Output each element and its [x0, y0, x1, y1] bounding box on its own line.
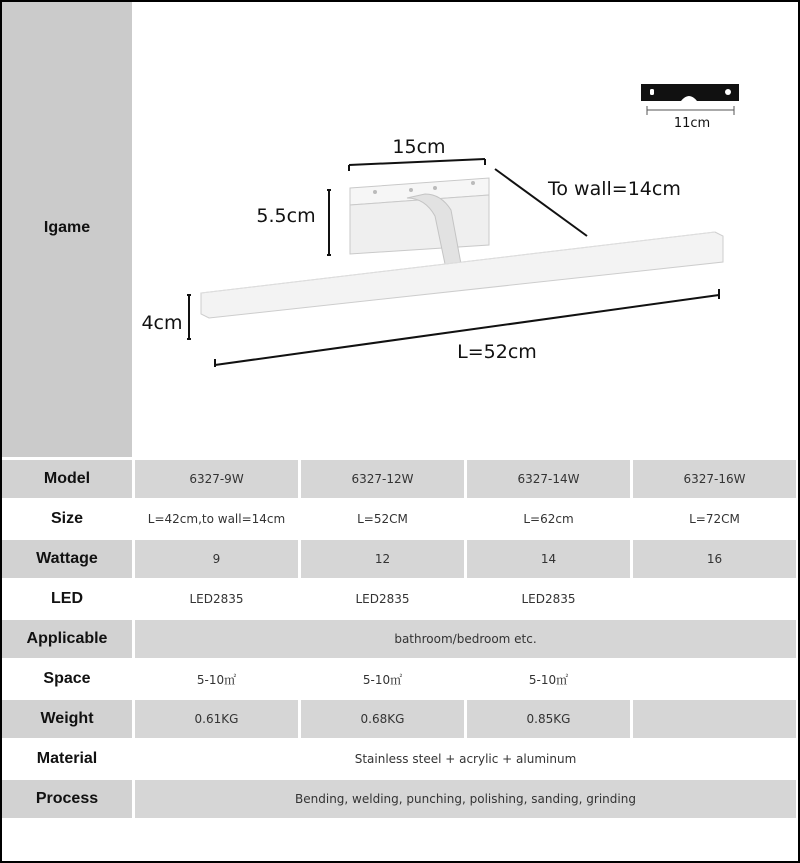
table-cell: 9	[135, 540, 298, 578]
row-label: Model	[2, 460, 132, 498]
table-row-model	[0, 460, 800, 498]
table-cell: L=52CM	[301, 500, 464, 538]
bar-height-label: 4cm	[141, 312, 183, 334]
table-cell-merged: bathroom/bedroom etc.	[135, 620, 796, 658]
table-cell-empty	[135, 820, 796, 861]
lamp-dimension-drawing	[135, 2, 798, 457]
table-cell: 12	[301, 540, 464, 578]
table-cell	[633, 580, 796, 618]
table-row-weight	[0, 700, 800, 738]
table-row-applicable	[0, 620, 800, 658]
table-row-wattage	[0, 540, 800, 578]
table-cell: 6327-14W	[467, 460, 630, 498]
row-label: Wattage	[2, 540, 132, 578]
row-label: Size	[2, 500, 132, 538]
table-cell	[633, 660, 796, 698]
table-cell: 6327-9W	[135, 460, 298, 498]
table-cell: 5-10㎡	[467, 660, 630, 698]
row-label: Applicable	[2, 620, 132, 658]
table-cell: 0.68KG	[301, 700, 464, 738]
table-row-led	[0, 580, 800, 618]
table-cell: 0.85KG	[467, 700, 630, 738]
row-label: Space	[2, 660, 132, 698]
table-cell: L=72CM	[633, 500, 796, 538]
table-cell: 5-10㎡	[301, 660, 464, 698]
table-cell: LED2835	[135, 580, 298, 618]
table-cell: 5-10㎡	[135, 660, 298, 698]
bracket-width-label: 11cm	[673, 116, 711, 131]
length-label: L=52cm	[457, 341, 537, 363]
width-top-label: 15cm	[392, 136, 446, 158]
table-cell: L=42cm,to wall=14cm	[135, 500, 298, 538]
table-row-size	[0, 500, 800, 538]
row-label: Process	[2, 780, 132, 818]
table-row-process	[0, 780, 800, 818]
table-cell: LED2835	[467, 580, 630, 618]
table-cell: L=62cm	[467, 500, 630, 538]
to-wall-label: To wall=14cm	[548, 178, 681, 200]
table-row-material	[0, 740, 800, 778]
table-row-empty	[0, 820, 800, 861]
table-cell-merged: Stainless steel + acrylic + aluminum	[135, 740, 796, 778]
row-label: LED	[2, 580, 132, 618]
row-label: Material	[2, 740, 132, 778]
table-cell: 14	[467, 540, 630, 578]
row-label-empty	[2, 820, 132, 861]
frame-top	[0, 0, 800, 2]
table-cell	[633, 700, 796, 738]
table-row-space	[0, 660, 800, 698]
image-label: Igame	[43, 219, 91, 236]
table-cell: 16	[633, 540, 796, 578]
table-cell: 6327-16W	[633, 460, 796, 498]
row-label: Weight	[2, 700, 132, 738]
table-cell: 6327-12W	[301, 460, 464, 498]
table-cell-merged: Bending, welding, punching, polishing, sanding, grinding	[135, 780, 796, 818]
base-height-label: 5.5cm	[256, 205, 316, 227]
table-cell: LED2835	[301, 580, 464, 618]
table-cell: 0.61KG	[135, 700, 298, 738]
bracket-icon	[641, 84, 739, 115]
